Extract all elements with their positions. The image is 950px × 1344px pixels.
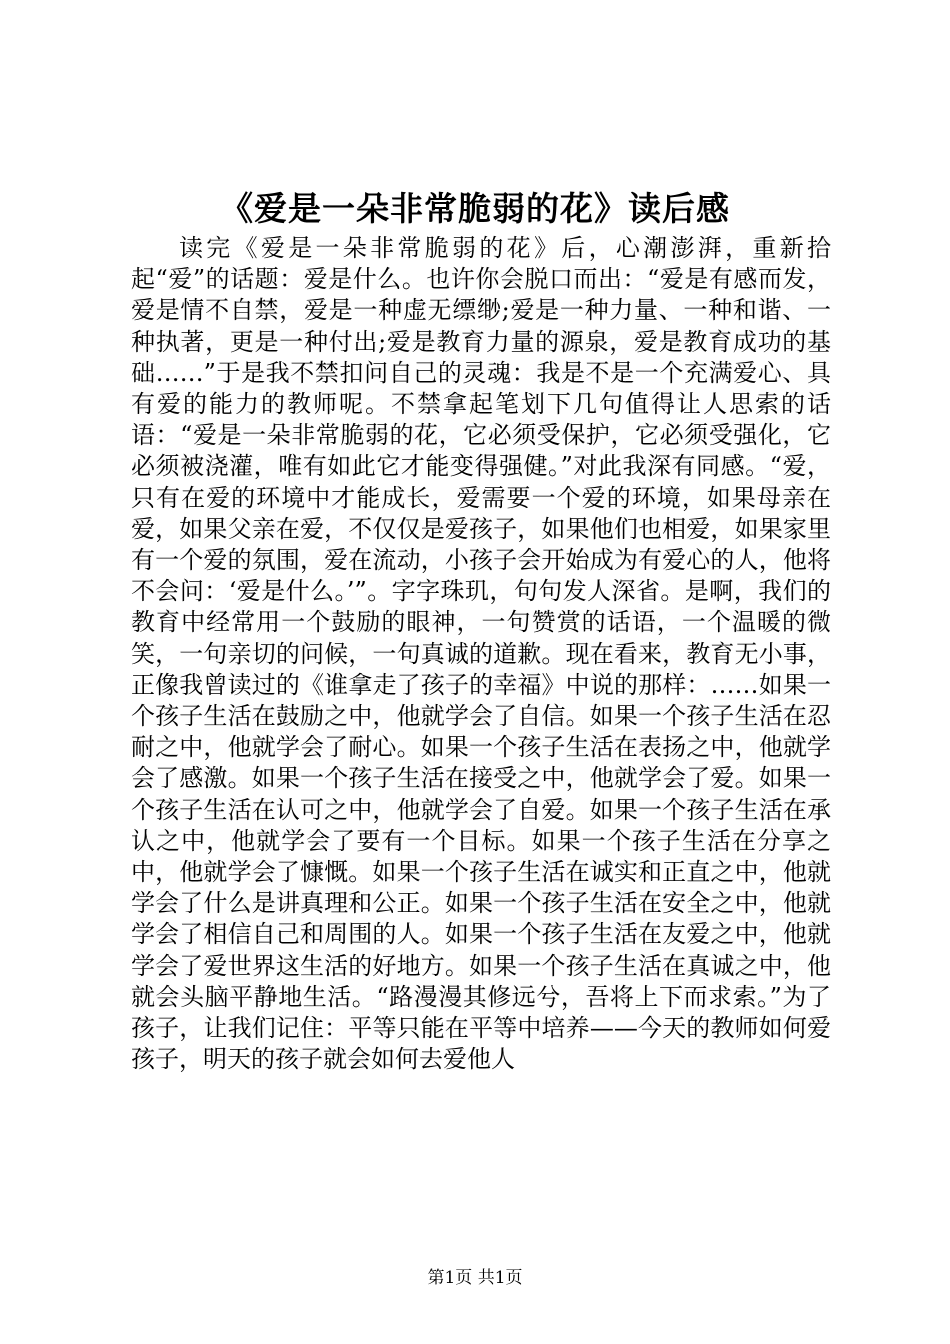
page-number-footer: 第1页 共1页 — [427, 1268, 523, 1288]
document-title: 《爱是一朵非常脆弱的花》读后感 — [220, 189, 730, 228]
document-body-paragraph: 读完《爱是一朵非常脆弱的花》后，心潮澎湃，重新拾起“爱”的话题：爱是什么。也许你会脱口而出：“爱是有感而发，爱是情不自禁，爱是一种虚无缥缈;爱是一种力量、一种和谐、一种执著，更是一种付出;爱是教育力量的源泉，爱是教育成功的基础……”于是我不禁扣问自己的灵魂：我是不是一个充满爱心、具有爱的能力的教师呢。不禁拿起笔划下几句值得让人思索的话语：“爱是一朵非常脆弱的花，它必须受保护，它必须受强化，它必须被浇灌，唯有如此它才能变得强健。”对此我深有同感。“爱，只有在爱的环境中才能成长，爱需要一个爱的环境，如果母亲在爱，如果父亲在爱，不仅仅是爱孩子，如果他们也相爱，如果家里有一个爱的氛围，爱在流动，小孩子会开始成为有爱心的人，他将不会问：‘爱是什么。’”。字字珠玑，句句发人深省。是啊，我们的教育中经常用一个鼓励的眼神，一句赞赏的话语，一个温暖的微笑，一句亲切的问候，一句真诚的道歉。现在看来，教育无小事，正像我曾读过的《谁拿走了孩子的幸福》中说的那样：……如果一个孩子生活在鼓励之中，他就学会了自信。如果一个孩子生活在忍耐之中，他就学会了耐心。如果一个孩子生活在表扬之中，他就学会了感激。如果一个孩子生活在接受之中，他就学会了爱。如果一个孩子生活在认可之中，他就学会了自爱。如果一个孩子生活在承认之中，他就学会了要有一个目标。如果一个孩子生活在分享之中，他就学会了慷慨。如果一个孩子生活在诚实和正直之中，他就学会了什么是讲真理和公正。如果一个孩子生活在安全之中，他就学会了相信自己和周围的人。如果一个孩子生活在友爱之中，他就学会了爱世界这生活的好地方。如果一个孩子生活在真诚之中，他就会头脑平静地生活。“路漫漫其修远兮，吾将上下而求索。”为了孩子，让我们记住：平等只能在平等中培养——今天的教师如何爱孩子，明天的孩子就会如何去爱他人 — [131, 234, 831, 1074]
